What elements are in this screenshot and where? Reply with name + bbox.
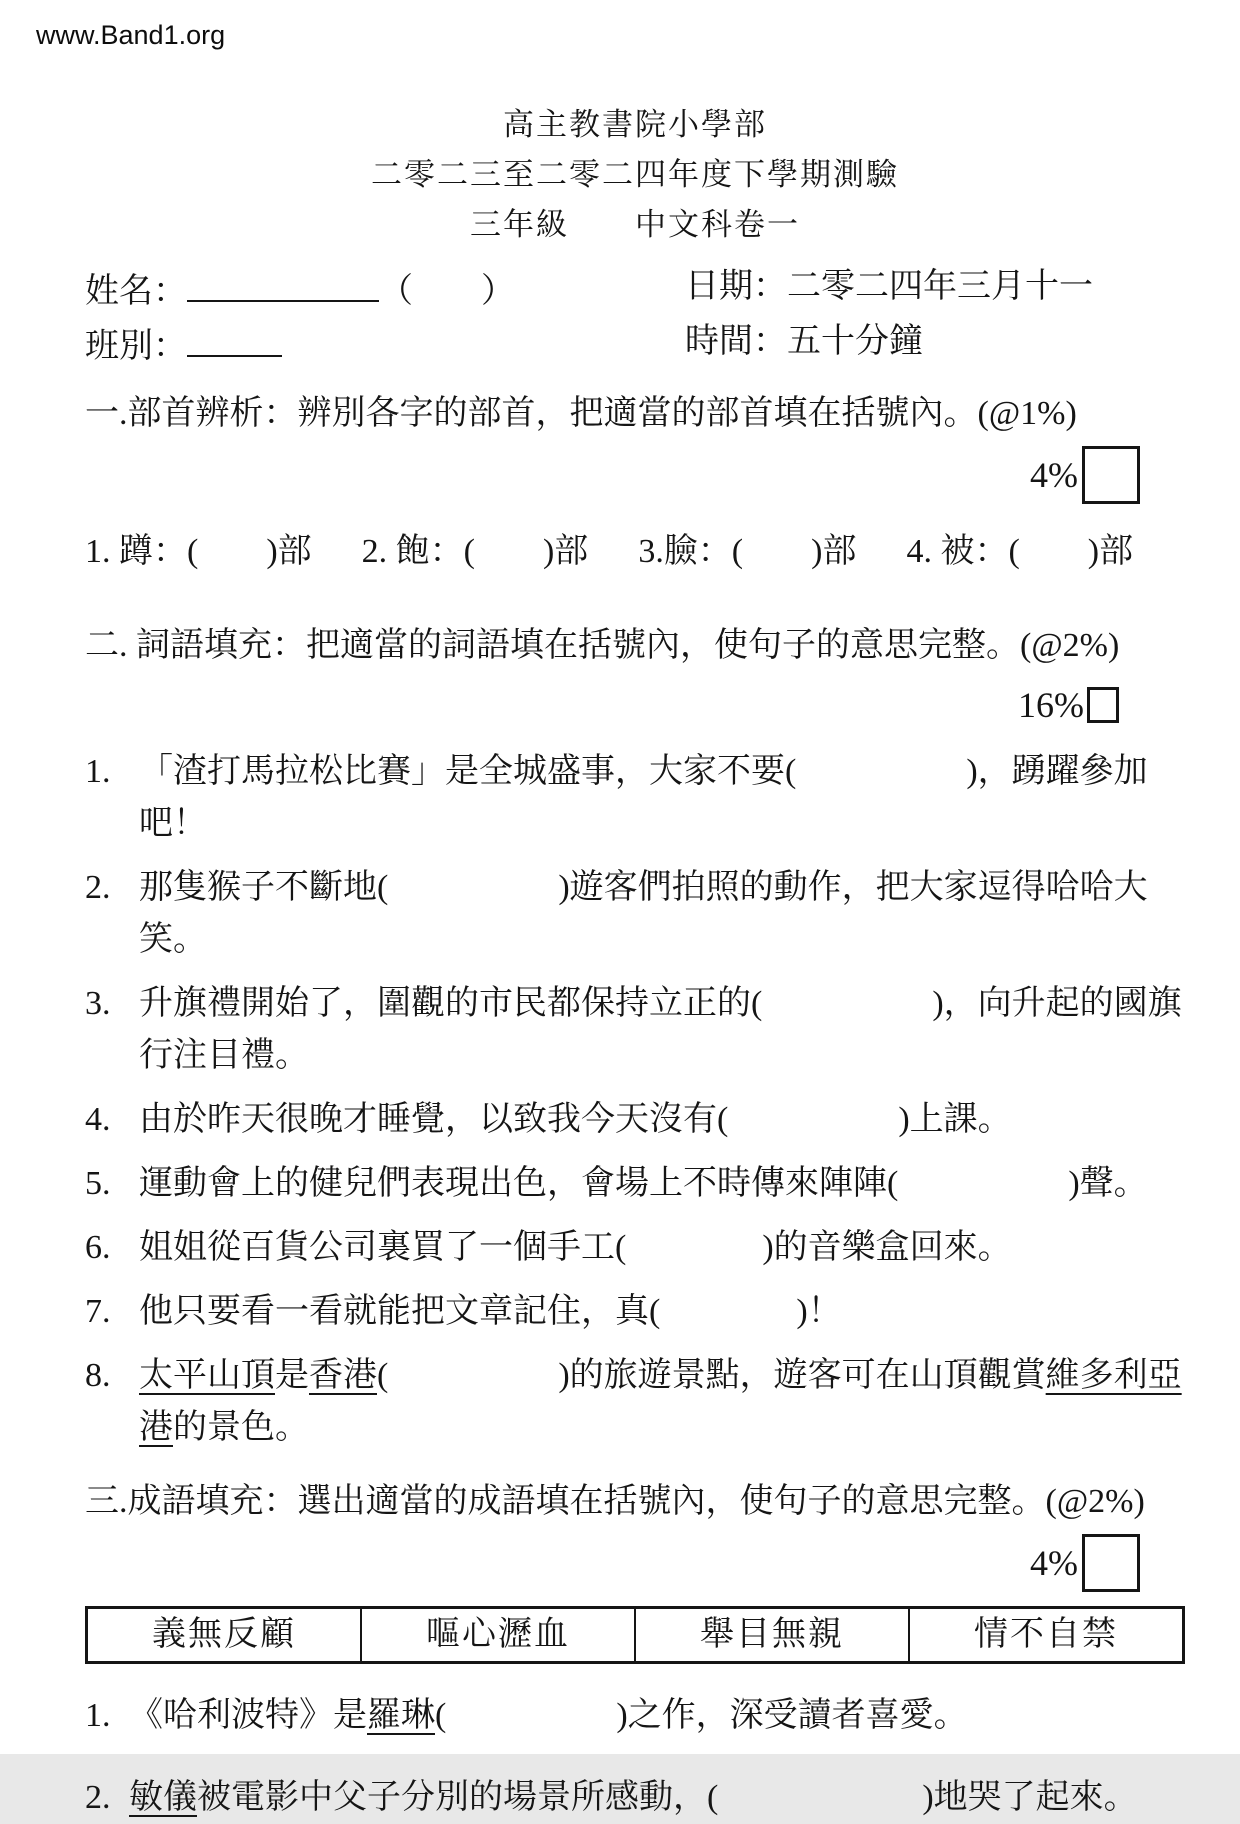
idiom-option: 情不自禁	[908, 1609, 1182, 1661]
grade-subject: 三年級 中文科卷一	[470, 207, 800, 242]
section1-score-box	[1082, 446, 1140, 504]
question-text: 他只要看一看就能把文章記住，真( )！	[139, 1293, 842, 1330]
time-value: 五十分鐘	[787, 323, 923, 360]
question-text-segment: ( )的旅遊景點，遊客可在山頂觀賞	[377, 1357, 1046, 1394]
question-text-segment: 《哈利波特》是	[129, 1697, 367, 1734]
section2-questions	[85, 746, 1185, 1454]
paper-header	[85, 100, 1185, 250]
question-item	[85, 746, 1185, 850]
idiom-option: 嘔心瀝血	[360, 1609, 634, 1661]
info-row-1	[85, 262, 1185, 317]
question-text: 由於昨天很晚才睡覺，以致我今天沒有( )上課。	[139, 1101, 1012, 1138]
radical-question-4: 4. 被：( )部	[906, 533, 1134, 570]
question-text-segment: 被電影中父子分別的場景所感動，( )地哭了起來。	[197, 1779, 1138, 1816]
info-row-2	[85, 317, 1185, 372]
time-label: 時間：	[685, 323, 787, 360]
question-item	[85, 1222, 1185, 1274]
name-label: 姓名：	[85, 273, 187, 310]
question-number: 1.	[85, 1697, 111, 1734]
question-number: 7.	[85, 1293, 111, 1330]
student-info-block	[85, 262, 1185, 372]
class-label: 班別：	[85, 328, 187, 365]
section3-questions	[85, 1690, 1185, 1824]
section3-heading: 三.成語填充：選出適當的成語填在括號內，使句子的意思完整。(@2%)	[85, 1483, 1145, 1520]
question-number: 2.	[85, 1779, 111, 1816]
name-blank-line	[187, 262, 379, 302]
question-item	[85, 978, 1185, 1082]
question-text-segment: 是	[275, 1357, 309, 1394]
question-number: 3.	[85, 985, 111, 1022]
idiom-options-table	[85, 1606, 1185, 1664]
section1-score-label: 4%	[1030, 455, 1078, 495]
name-field	[85, 262, 685, 317]
question-number: 4.	[85, 1101, 111, 1138]
question-text-segment: ( )之作，深受讀者喜愛。	[435, 1697, 968, 1734]
section2-score	[85, 684, 1119, 726]
school-name: 高主教書院小學部	[503, 107, 767, 142]
question-item	[85, 862, 1185, 966]
section2-heading: 二. 詞語填充：把適當的詞語填在括號內，使句子的意思完整。(@2%)	[85, 627, 1120, 664]
idiom-option: 舉目無親	[634, 1609, 908, 1661]
section1-score	[85, 446, 1140, 504]
underlined-term: 維多利亞港	[139, 1357, 1182, 1446]
section2-score-label: 16%	[1018, 685, 1084, 725]
section1-questions	[85, 528, 1185, 576]
question-number: 5.	[85, 1165, 111, 1202]
section2-score-box	[1087, 687, 1119, 723]
question-number: 1.	[85, 753, 111, 790]
section3-score	[85, 1534, 1140, 1592]
date-field	[685, 262, 1093, 317]
question-item	[85, 1158, 1185, 1210]
question-number: 8.	[85, 1357, 111, 1394]
name-paren: （ ）	[379, 273, 515, 310]
radical-question-1: 1. 蹲：( )部	[85, 533, 312, 570]
underlined-term: 香港	[309, 1357, 377, 1394]
question-text	[129, 1772, 1185, 1824]
question-number: 2.	[85, 869, 111, 906]
question-number: 6.	[85, 1229, 111, 1266]
date-label: 日期：	[685, 268, 787, 305]
question-text	[129, 1690, 1185, 1742]
section3-score-label: 4%	[1030, 1543, 1078, 1583]
question-item	[85, 1094, 1185, 1146]
question-text: 運動會上的健兒們表現出色，會場上不時傳來陣陣( )聲。	[139, 1165, 1148, 1202]
question-text: 那隻猴子不斷地( )遊客們拍照的動作，把大家逗得哈哈大笑。	[139, 869, 1148, 958]
question-text: 升旗禮開始了，圍觀的市民都保持立正的( )，向升起的國旗行注目禮。	[139, 985, 1182, 1074]
section1-heading: 一.部首辨析：辨別各字的部首，把適當的部首填在括號內。(@1%)	[85, 395, 1077, 432]
question-text: 姐姐從百貨公司裏買了一個手工( )的音樂盒回來。	[139, 1229, 1012, 1266]
question-item	[85, 1772, 1185, 1824]
question-item	[85, 1350, 1185, 1454]
watermark-text: www.Band1.org	[36, 20, 226, 50]
underlined-term: 太平山頂	[139, 1357, 275, 1394]
question-text: 「渣打馬拉松比賽」是全城盛事，大家不要( )，踴躍參加吧！	[139, 753, 1148, 842]
class-field	[85, 317, 685, 372]
idiom-option: 義無反顧	[152, 1616, 296, 1653]
exam-term: 二零二三至二零二四年度下學期測驗	[371, 157, 899, 192]
time-field	[685, 317, 923, 372]
question-item	[85, 1286, 1185, 1338]
date-value: 二零二四年三月十一	[787, 268, 1093, 305]
underlined-term: 敏儀	[129, 1779, 197, 1816]
section3-score-box	[1082, 1534, 1140, 1592]
radical-question-3: 3.臉：( )部	[638, 533, 857, 570]
question-text-segment: 的景色。	[173, 1409, 309, 1446]
underlined-term: 羅琳	[367, 1697, 435, 1734]
question-text	[139, 1350, 1185, 1454]
radical-question-2: 2. 飽：( )部	[361, 533, 589, 570]
question-item	[85, 1690, 1185, 1742]
class-blank-line	[187, 317, 282, 357]
